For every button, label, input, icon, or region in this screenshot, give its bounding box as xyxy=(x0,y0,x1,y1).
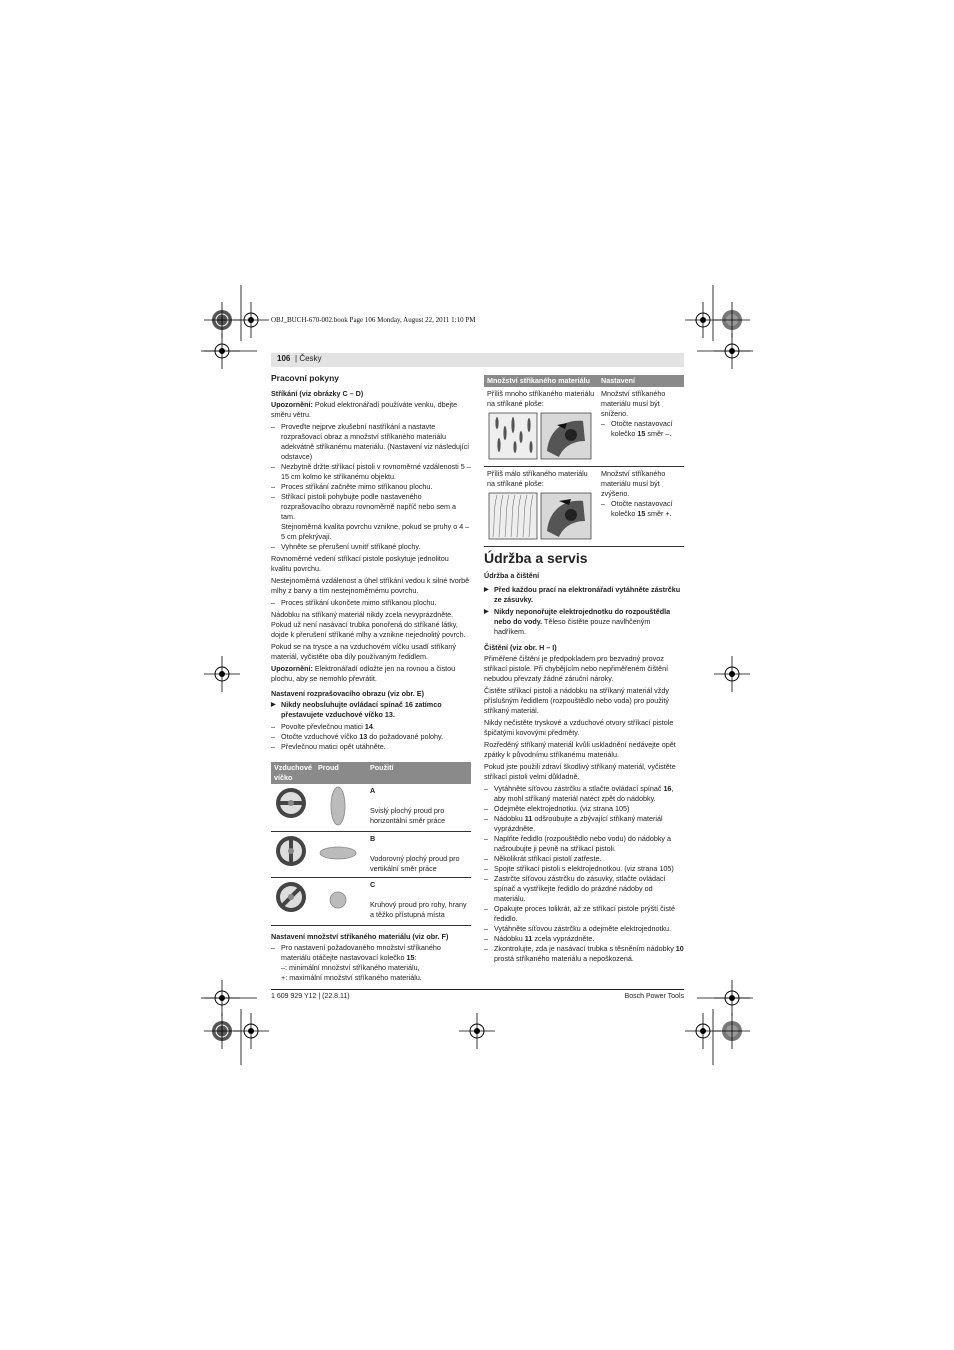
left-column xyxy=(271,373,471,985)
list-item: – Stříkací pistoli pohybujte podle nastaveného rozprašovacího obrazu rovnoměrně napříč nebo sem a tam. Stejnoměrná kvalita povrchu vznikne, pokud se pruhy o 4 – 5 cm překrývají. xyxy=(271,492,471,542)
list-item: – Povolte převlečnou matici 14. xyxy=(271,722,471,732)
vertical-flat-jet-icon xyxy=(318,786,358,826)
list-item: – Pro nastavení požadovaného množství stříkaného materiálu otáčejte nastavovací kolečko 15: –: minimální množství stříkaného materiálu, +: maximální množství stříkaného materiálu. xyxy=(271,943,471,983)
row-letter: C xyxy=(370,880,376,889)
too-much-material-illustration xyxy=(487,411,595,461)
list-item: – Naplňte ředidlo (rozpouštědlo nebo vodu) do nádobky a našroubujte ji pevně na stříkací pistoli. xyxy=(484,834,684,854)
footer-divider xyxy=(271,989,684,990)
page-number: 106 xyxy=(277,354,291,363)
list-item: – Vyhněte se přerušení uvnitř stříkané plochy. xyxy=(271,542,471,552)
paragraph: Rovnoměrné vedení stříkací pistole poskytuje jednolitou kvalitu povrchu. xyxy=(271,554,449,573)
list-item: – Vytáhněte síťovou zástrčku a stlačte ovládací spínač 16, aby mohl stříkaný materiál natéct zpět do nádobky. xyxy=(484,784,684,804)
print-slug: OBJ_BUCH-670-002.book Page 106 Monday, August 22, 2011 1:10 PM xyxy=(271,316,476,324)
registration-target-icon xyxy=(204,980,240,1016)
page-header xyxy=(271,353,684,367)
right-column xyxy=(484,375,684,966)
row-text: Kruhový proud pro rohy, hrany a těžko přístupná místa xyxy=(370,900,467,919)
step-list xyxy=(271,722,471,752)
section-title: Pracovní pokyny xyxy=(271,373,340,383)
step-list xyxy=(601,499,681,519)
table-header: Nastavení xyxy=(598,375,684,387)
note: Upozornění: Pokud elektronářadí používáte venku, dbejte směru větru. xyxy=(271,400,458,419)
list-item: – Opakujte proces tolikrát, až ze stříkací pistole prýští čisté ředidlo. xyxy=(484,904,684,924)
registration-target-icon xyxy=(233,1013,269,1049)
list-item: – Nezbytně držte stříkací pistoli v rovnoměrné vzdálenosti 5 – 15 cm kolmo ke stříkanému objektu. xyxy=(271,462,471,482)
air-cap-table xyxy=(271,762,471,926)
problem-text: Příliš mnoho stříkaného materiálu na stříkané ploše: xyxy=(487,389,595,408)
section-title: Údržba a servis xyxy=(484,550,588,566)
list-item: – Otočte nastavovací kolečko 15 směr +. xyxy=(601,499,681,519)
air-cap-round-icon xyxy=(274,880,308,914)
paragraph: Pokud se na trysce a na vzduchovém víčku usadí stříkaný materiál, vyčistěte oba díly používaným ředidlem. xyxy=(271,642,456,661)
page-language: | Česky xyxy=(295,354,322,363)
list-item: – Několikrát stříkací pistolí zatřeste. xyxy=(484,854,684,864)
paragraph: Nestejnoměrná vzdálenost a úhel stříkání vedou k silné tvorbě mlhy z barvy a tím nestejnoměrnému povrchu. xyxy=(271,576,470,595)
warning: ▶ Nikdy neobsluhujte ovládací spínač 16 zatímco přestavujete vzduchové víčko 13. xyxy=(271,700,471,720)
paragraph: Rozředěný stříkaný materiál kvůli uskladnění nedávejte opět zpátky k původnímu stříkanému materiálu. xyxy=(484,740,676,759)
paragraph: Přiměřené čištění je předpokladem pro bezvadný provoz stříkací pistole. Při chybějícím nebo nepřiměřeném čištění nebudou převzaty žádné záruční nároky. xyxy=(484,654,669,683)
list-item: – Nádobku 11 zcela vyprázdněte. xyxy=(484,934,684,944)
subsection-heading: Nastavení rozprašovacího obrazu (viz obr. E) xyxy=(271,689,424,698)
problem-text: Příliš málo stříkaného materiálu na stříkané ploše: xyxy=(487,469,588,488)
list-item: – Proveďte nejprve zkušební nastříkání a nastavte rozprašovací obraz a množství stříkaného materiálu adekvátně stříkanému materiálu. (Nastavení viz následující odstavce) xyxy=(271,422,471,462)
list-item: – Odejměte elektrojednotku. (viz strana 105) xyxy=(484,804,684,814)
table-row xyxy=(484,467,684,547)
horizontal-flat-jet-icon xyxy=(318,834,358,872)
table-row xyxy=(484,387,684,467)
step-list xyxy=(601,419,681,439)
fix-text: Množství stříkaného materiálu musí být sníženo. xyxy=(601,389,666,418)
step-list xyxy=(484,784,684,964)
list-item: – Zastrčte síťovou zástrčku do zásuvky, stlačte ovládací spínač a vystříkejte ředidlo do prázdné nádoby od materiálu. xyxy=(484,874,684,904)
registration-color-icon xyxy=(714,1013,750,1049)
fix-text: Množství stříkaného materiálu musí být zvýšeno. xyxy=(601,469,666,498)
list-item: – Převlečnou matici opět utáhněte. xyxy=(271,742,471,752)
paragraph: Pokud jste použili zdraví škodlivý stříkaný materiál, vyčistěte stříkací pistoli velmi důkladně. xyxy=(484,762,676,781)
air-cap-vertical-icon xyxy=(274,786,308,820)
registration-target-icon xyxy=(459,1013,495,1049)
paragraph: Nikdy nečistěte tryskové a vzduchové otvory stříkací pistole špičatými kovovými předměty. xyxy=(484,718,674,737)
list-item: – Otočte vzduchové víčko 13 do požadované polohy. xyxy=(271,732,471,742)
air-cap-horizontal-icon xyxy=(274,834,308,868)
registration-target-icon xyxy=(204,333,240,369)
registration-target-icon xyxy=(714,656,750,692)
note: Upozornění: Elektronářadí odložte jen na rovnou a čistou plochu, aby se nemohlo převrátit. xyxy=(271,664,456,683)
table-header: Použití xyxy=(367,762,471,784)
subsection-heading: Nastavení množství stříkaného materiálu (viz obr. F) xyxy=(271,932,449,941)
row-letter: B xyxy=(370,834,376,843)
paragraph: Čistěte stříkací pistoli a nádobku na stříkaný materiál vždy příslušným ředidlem (rozpouštědlo nebo voda) pro použitý stříkaný materiál. xyxy=(484,686,669,715)
registration-target-icon xyxy=(714,333,750,369)
paragraph: Nádobku na stříkaný materiál nikdy zcela nevyprázdněte. Pokud už není nasávací trubka ponořená do stříkané látky, dojde k přerušení stříkané mlhy a vznikne nejednolitý povrch. xyxy=(271,610,466,639)
row-text: Vodorovný plochý proud pro vertikální směr práce xyxy=(370,854,460,873)
list-item: – Zkontrolujte, zda je nasávací trubka s těsněním nádobky 10 prostá stříkaného materiálu a nepoškozená. xyxy=(484,944,684,964)
table-header: Vzduchové víčko xyxy=(271,762,315,784)
row-letter: A xyxy=(370,786,376,795)
list-item: – Nádobku 11 odšroubujte a zbývající stříkaný materiál vyprázdněte. xyxy=(484,814,684,834)
warning: ▶ Před každou prací na elektronářadí vytáhněte zástrčku ze zásuvky. xyxy=(484,585,684,605)
quantity-table xyxy=(484,375,684,547)
table-header: Proud xyxy=(315,762,367,784)
table-row xyxy=(271,832,471,878)
step-list xyxy=(271,422,471,552)
footer-left: 1 609 929 Y12 | (22.8.11) xyxy=(271,993,350,1000)
row-text: Svislý plochý proud pro horizontální směr práce xyxy=(370,806,446,825)
list-item: – Vytáhněte síťovou zástrčku a odejměte elektrojednotku. xyxy=(484,924,684,934)
list-item: – Otočte nastavovací kolečko 15 směr –. xyxy=(601,419,681,439)
subsection-heading: Stříkání (viz obrázky C – D) xyxy=(271,389,364,398)
list-item: – Proces stříkání ukončete mimo stříkanou plochu. xyxy=(271,598,471,608)
subsection-heading: Čištění (viz obr. H – I) xyxy=(484,643,557,652)
registration-target-icon xyxy=(204,656,240,692)
footer-right: Bosch Power Tools xyxy=(624,993,684,1000)
table-row xyxy=(271,784,471,832)
step-list xyxy=(271,943,471,983)
subsection-heading: Údržba a čištění xyxy=(484,571,540,580)
registration-target-icon xyxy=(714,980,750,1016)
step-list xyxy=(271,598,471,608)
list-item: – Spojte stříkací pistoli s elektrojednotkou. (viz strana 105) xyxy=(484,864,684,874)
warning: ▶ Nikdy neponořujte elektrojednotku do rozpouštědla nebo do vody. Těleso čistěte pouze navlhčeným hadříkem. xyxy=(484,607,684,637)
round-jet-icon xyxy=(318,880,358,920)
list-item: – Proces stříkání začněte mimo stříkanou plochu. xyxy=(271,482,471,492)
table-header: Množství stříkaného materiálu xyxy=(484,375,598,387)
too-little-material-illustration xyxy=(487,491,595,541)
table-row xyxy=(271,878,471,926)
